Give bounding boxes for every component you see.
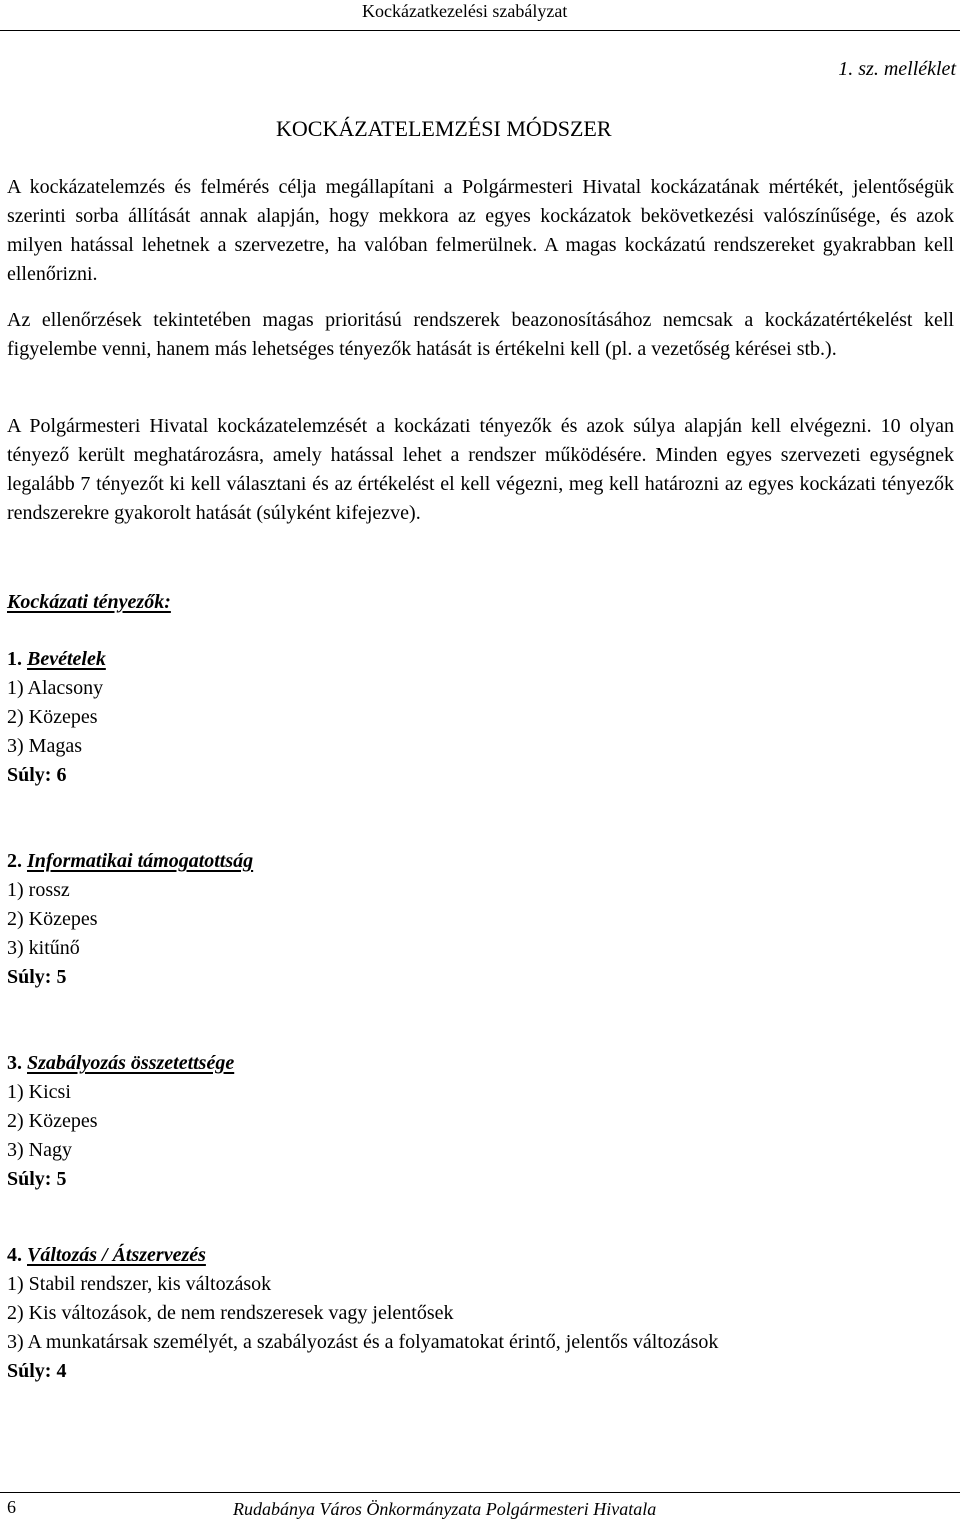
header-divider	[0, 30, 960, 31]
factor-weight: Súly: 6	[7, 764, 67, 786]
method-paragraph: A Polgármesteri Hivatal kockázatelemzését a kockázati tényezők és azok súlya alapján kell elvégezni. 10 olyan tényező került meghatározásra, amely hatással lehet a rendszer működésére. Minden egyes szervezeti egységnek legalább 7 tényezőt ki kell választani és az értékelést el kell végezni, meg kell határozni az egyes kockázati tényezők rendszerekre gyakorolt hatását (súlyként kifejezve).	[7, 415, 954, 524]
factor-name: Szabályozás összetettsége	[27, 1052, 235, 1074]
factor-option: 3) A munkatársak személyét, a szabályozást és a folyamatokat érintő, jelentős változások	[7, 1331, 719, 1353]
factor-weight: Súly: 5	[7, 966, 67, 988]
footer-organization: Rudabánya Város Önkormányzata Polgármesteri Hivatala	[233, 1499, 657, 1519]
annex-label: 1. sz. melléklet	[838, 58, 956, 80]
factor-option: 2) Közepes	[7, 908, 98, 930]
factor-name: Bevételek	[27, 648, 106, 670]
factor-option: 2) Kis változások, de nem rendszeresek vagy jelentősek	[7, 1302, 454, 1324]
risk-factor	[7, 1241, 718, 1386]
risk-factor	[7, 1049, 234, 1194]
factor-option: 3) Magas	[7, 735, 82, 757]
factor-number: 4.	[7, 1244, 22, 1266]
factor-option: 1) Kicsi	[7, 1081, 71, 1103]
priority-paragraph: Az ellenőrzések tekintetében magas prioritású rendszerek beazonosításához nemcsak a kockázatértékelést kell figyelembe venni, hanem más lehetséges tényezők hatását is értékelni kell (pl. a vezetőség kérései stb.).	[7, 309, 954, 360]
running-header: Kockázatkezelési szabályzat	[362, 1, 568, 21]
risk-factor	[7, 645, 106, 790]
factor-option: 1) Alacsony	[7, 677, 104, 699]
factor-option: 3) Nagy	[7, 1139, 72, 1161]
risk-factor	[7, 847, 253, 992]
factor-option: 2) Közepes	[7, 1110, 98, 1132]
factor-title	[7, 645, 106, 674]
risk-factors-heading: Kockázati tényezők:	[7, 591, 171, 613]
factor-option: 3) kitűnő	[7, 937, 80, 959]
factor-weight: Súly: 4	[7, 1360, 67, 1382]
factor-option: 1) rossz	[7, 879, 70, 901]
intro-paragraph: A kockázatelemzés és felmérés célja megállapítani a Polgármesteri Hivatal kockázatának mértékét, jelentőségük szerinti sorba állítását annak alapján, hogy mekkora az egyes kockázatok bekövetkezési valószínűsége, és azok milyen hatással lehetnek a szervezetre, ha valóban felmerülnek. A magas kockázatú rendszereket gyakrabban kell ellenőrizni.	[7, 176, 954, 285]
factor-name: Változás / Átszervezés	[27, 1244, 206, 1266]
factor-title	[7, 847, 253, 876]
factor-weight: Súly: 5	[7, 1168, 67, 1190]
factor-number: 2.	[7, 850, 22, 872]
document-title: KOCKÁZATELEMZÉSI MÓDSZER	[276, 116, 612, 141]
factor-title	[7, 1049, 234, 1078]
factor-option: 2) Közepes	[7, 706, 98, 728]
factor-number: 3.	[7, 1052, 22, 1074]
factor-name: Informatikai támogatottság	[27, 850, 254, 872]
footer-divider	[0, 1492, 960, 1493]
factor-title	[7, 1241, 718, 1270]
page-number: 6	[7, 1497, 16, 1517]
factor-number: 1.	[7, 648, 22, 670]
factor-option: 1) Stabil rendszer, kis változások	[7, 1273, 272, 1295]
